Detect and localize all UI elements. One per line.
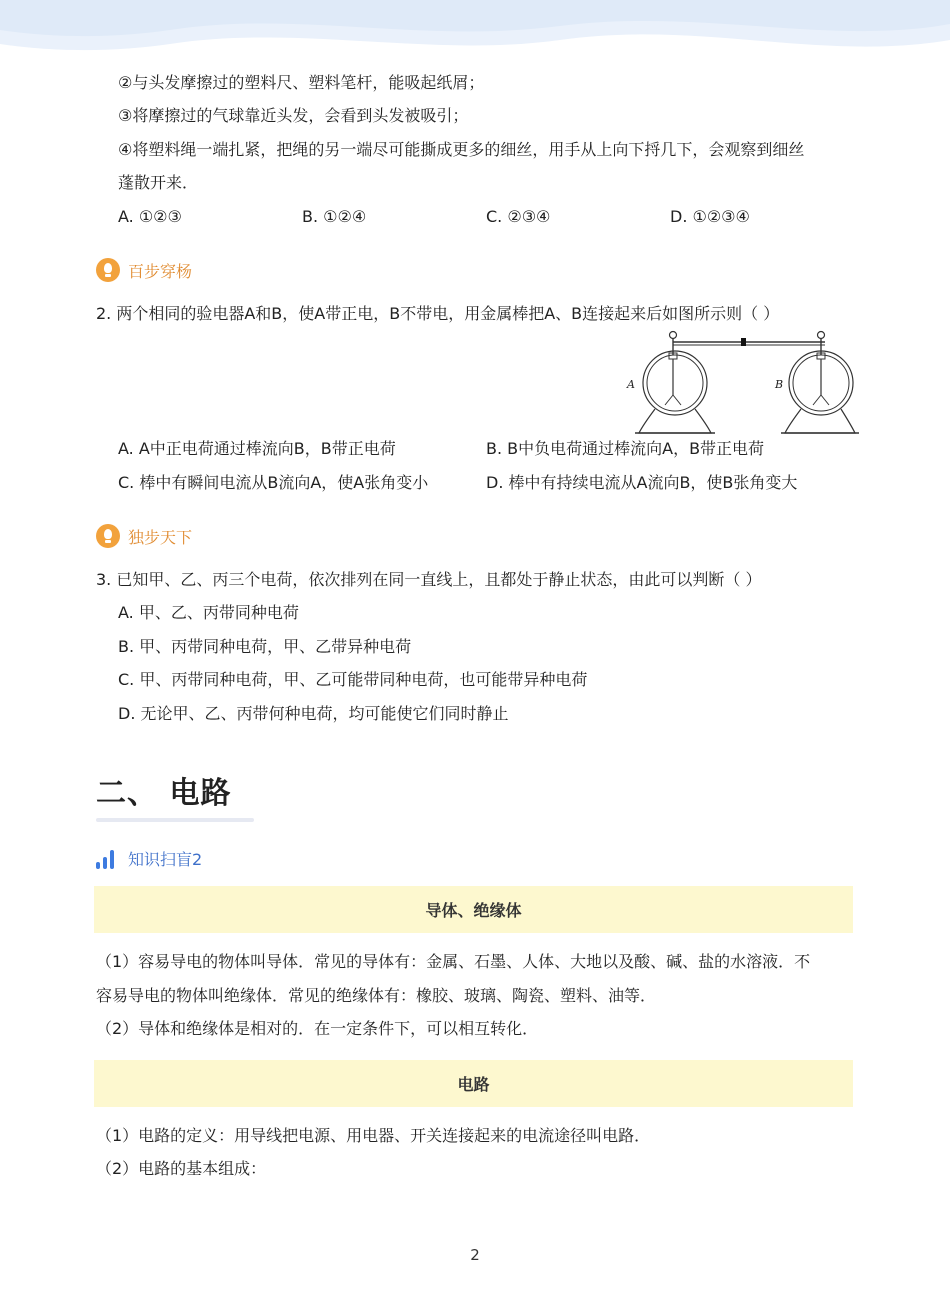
knowledge-scan-label [96, 847, 202, 870]
q1-line-3: ③将摩擦过的气球靠近头发，会看到头发被吸引； [118, 106, 469, 125]
q2-option-d[interactable]: D. 棒中有持续电流从A流向B，使B张角变大 [486, 473, 798, 492]
bar-chart-icon [96, 849, 118, 869]
q2-option-c[interactable]: C. 棒中有瞬间电流从B流向A，使A张角变小 [118, 473, 429, 492]
electroscope-a [626, 332, 715, 434]
q3-option-b[interactable]: B. 甲、丙带同种电荷，甲、乙带异种电荷 [118, 637, 412, 656]
band2-para-1: （1）电路的定义：用导线把电源、用电器、开关连接起来的电流途径叫电路． [96, 1126, 651, 1145]
q1-line-2: ②与头发摩擦过的塑料尺、塑料笔杆，能吸起纸屑； [118, 73, 485, 92]
tag-baibu-label: 百步穿杨 [128, 261, 193, 281]
q1-option-a[interactable]: A. ①②③ [118, 207, 182, 226]
lightbulb-icon [96, 258, 120, 282]
electroscope-figure [615, 325, 865, 440]
band1-para-2: （2）导体和绝缘体是相对的．在一定条件下，可以相互转化． [96, 1019, 539, 1038]
q3-option-a[interactable]: A. 甲、乙、丙带同种电荷 [118, 603, 299, 622]
knowledge-scan-text: 知识扫盲2 [128, 850, 203, 869]
section-title: 二、 电路 [96, 776, 232, 811]
q3-option-d[interactable]: D. 无论甲、乙、丙带何种电荷，均可能使它们同时静止 [118, 704, 509, 723]
q2-option-a[interactable]: A. A中正电荷通过棒流向B，B带正电荷 [118, 439, 396, 458]
q1-line-4-cont: 蓬散开来． [118, 173, 199, 192]
electroscope-b [774, 332, 859, 434]
q2-stem: 2. 两个相同的验电器A和B，使A带正电，B不带电，用金属棒把A、B连接起来后如图所示则（ ） [96, 304, 780, 323]
band-circuit: 电路 [94, 1060, 853, 1107]
figure-label-b: B [775, 378, 784, 391]
section-title-underline [96, 818, 254, 822]
figure-label-a: A [627, 378, 635, 391]
tag-dubu [96, 524, 192, 548]
q1-option-d[interactable]: D. ①②③④ [670, 207, 750, 226]
q1-option-b[interactable]: B. ①②④ [302, 207, 367, 226]
q3-option-c[interactable]: C. 甲、丙带同种电荷，甲、乙可能带同种电荷，也可能带异种电荷 [118, 670, 588, 689]
page-number: 2 [470, 1246, 480, 1264]
q2-option-b[interactable]: B. B中负电荷通过棒流向A，B带正电荷 [486, 439, 765, 458]
q1-option-c[interactable]: C. ②③④ [486, 207, 551, 226]
lightbulb-icon [96, 524, 120, 548]
header-wave-decoration [0, 0, 950, 70]
band-conductor-insulator: 导体、绝缘体 [94, 886, 853, 933]
band1-para-1-cont: 容易导电的物体叫绝缘体．常见的绝缘体有：橡胶、玻璃、陶瓷、塑料、油等． [96, 986, 657, 1005]
tag-baibu [96, 258, 192, 282]
band1-para-1: （1）容易导电的物体叫导体．常见的导体有：金属、石墨、人体、大地以及酸、碱、盐的水溶液．不 [96, 952, 811, 971]
q1-line-4: ④将塑料绳一端扎紧，把绳的另一端尽可能撕成更多的细丝，用手从上向下捋几下，会观察到细丝 [118, 140, 805, 159]
q3-stem: 3. 已知甲、乙、丙三个电荷，依次排列在同一直线上，且都处于静止状态，由此可以判断（ ） [96, 570, 762, 589]
tag-dubu-label: 独步天下 [128, 527, 193, 547]
band2-para-2: （2）电路的基本组成： [96, 1159, 267, 1178]
